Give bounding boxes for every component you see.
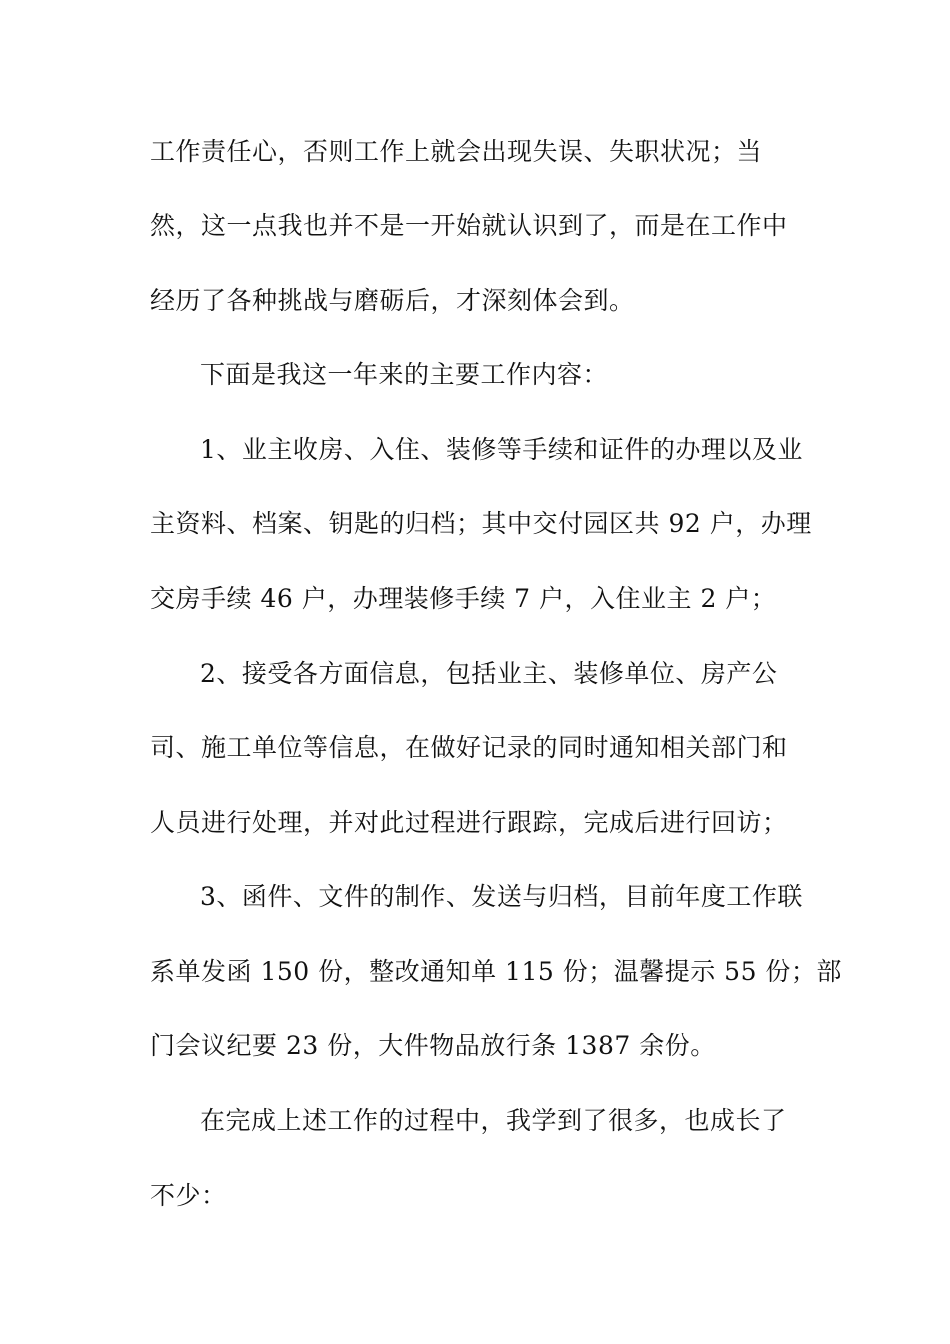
- text-line: 2、接受各方面信息，包括业主、装修单位、房产公: [200, 659, 778, 688]
- text-line: 门会议纪要 23 份，大件物品放行条 1387 余份。: [150, 1031, 716, 1060]
- text-line: 交房手续 46 户，办理装修手续 7 户，入住业主 2 户；: [150, 584, 777, 613]
- text-line: 系单发函 150 份，整改通知单 115 份；温馨提示 55 份；部: [150, 957, 842, 986]
- text-line: 主资料、档案、钥匙的归档；其中交付园区共 92 户，办理: [150, 509, 812, 538]
- text-line: 下面是我这一年来的主要工作内容：: [200, 360, 609, 389]
- text-line: 3、函件、文件的制作、发送与归档，目前年度工作联: [200, 882, 803, 911]
- text-line: 1、业主收房、入住、装修等手续和证件的办理以及业: [200, 435, 803, 464]
- text-line: 工作责任心，否则工作上就会出现失误、失职状况；当: [150, 137, 763, 166]
- text-line: 司、施工单位等信息，在做好记录的同时通知相关部门和: [150, 733, 788, 762]
- text-line: 然，这一点我也并不是一开始就认识到了，而是在工作中: [150, 211, 788, 240]
- text-line: 经历了各种挑战与磨砺后，才深刻体会到。: [150, 286, 635, 315]
- text-line: 人员进行处理，并对此过程进行跟踪，完成后进行回访；: [150, 808, 788, 837]
- text-line: 不少：: [150, 1181, 227, 1210]
- text-line: 在完成上述工作的过程中，我学到了很多，也成长了: [200, 1106, 787, 1135]
